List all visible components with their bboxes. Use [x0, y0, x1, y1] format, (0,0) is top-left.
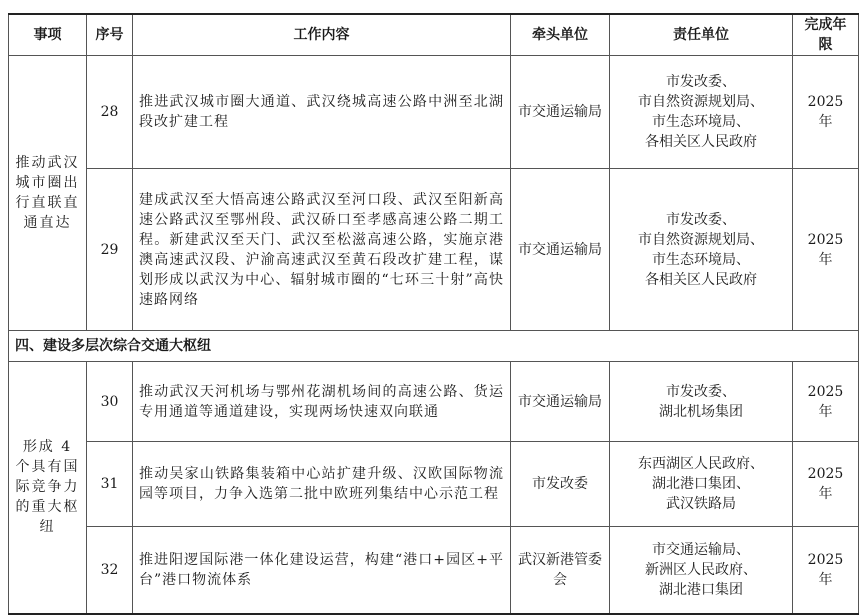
responsible-line: 湖北机场集团: [659, 403, 743, 420]
row-number: 28: [87, 56, 133, 169]
work-content: 推进阳逻国际港一体化建设运营，构建“港口+园区+平台”港口物流体系: [133, 527, 511, 614]
row-number: 32: [87, 527, 133, 614]
responsible-line: 市生态环境局、: [652, 114, 750, 130]
header-lead-unit: 牵头单位: [511, 14, 610, 56]
lead-unit: 市交通运输局: [511, 169, 610, 331]
item-cell: 推动武汉城市圈出行直联直通直达: [9, 56, 87, 331]
responsible-line: 市生态环境局、: [652, 251, 750, 268]
responsible-unit: [610, 169, 793, 331]
header-item: 事项: [9, 14, 87, 56]
responsible-line: 市自然资源规划局、: [638, 231, 764, 248]
section-row: [9, 331, 859, 362]
responsible-line: 新洲区人民政府、: [645, 561, 757, 578]
table-row: [9, 56, 859, 169]
table-header-row: [9, 14, 859, 56]
work-content: 推动吴家山铁路集装箱中心站扩建升级、汉欧国际物流园等项目，力争入选第二批中欧班列集结中心示范工程: [133, 442, 511, 527]
table-row: [9, 527, 859, 614]
lead-unit: 市发改委: [511, 442, 610, 527]
responsible-line: 各相关区人民政府: [645, 134, 757, 150]
responsible-line: 市发改委、: [666, 211, 736, 228]
responsible-unit: [610, 527, 793, 614]
header-deadline: 完成年限: [793, 14, 859, 56]
work-content: 建成武汉至大悟高速公路武汉至河口段、武汉至阳新高速公路武汉至鄂州段、武汉硚口至孝感高速公路二期工程。新建武汉至天门、武汉至松滋高速公路，实施京港澳高速武汉段、沪渝高速武汉至黄石段改扩建工程，谋划形成以武汉为中心、辐射城市圈的“七环三十射”高快速路网络: [133, 169, 511, 331]
deadline: 2025 年: [793, 442, 859, 527]
work-plan-table: [8, 13, 859, 615]
deadline: 2025 年: [793, 56, 859, 169]
responsible-line: 市交通运输局、: [652, 541, 750, 558]
responsible-line: 市发改委、: [666, 74, 736, 90]
header-responsible-unit: 责任单位: [610, 14, 793, 56]
row-number: 29: [87, 169, 133, 331]
table-row: [9, 362, 859, 442]
header-number: 序号: [87, 14, 133, 56]
lead-unit: 市交通运输局: [511, 56, 610, 169]
responsible-line: 市发改委、: [666, 383, 736, 400]
work-content: 推进武汉城市圈大通道、武汉绕城高速公路中洲至北湖段改扩建工程: [133, 56, 511, 169]
responsible-line: 武汉铁路局: [666, 496, 736, 512]
responsible-line: 各相关区人民政府: [645, 271, 757, 288]
responsible-unit: [610, 442, 793, 527]
responsible-line: 市自然资源规划局、: [638, 94, 764, 110]
table-row: [9, 442, 859, 527]
deadline: 2025 年: [793, 527, 859, 614]
work-content: 推动武汉天河机场与鄂州花湖机场间的高速公路、货运专用通道等通道建设，实现两场快速双向联通: [133, 362, 511, 442]
responsible-unit: [610, 56, 793, 169]
lead-unit: 武汉新港管委会: [511, 527, 610, 614]
responsible-unit: [610, 362, 793, 442]
header-content: 工作内容: [133, 14, 511, 56]
deadline: 2025 年: [793, 169, 859, 331]
table-row: [9, 169, 859, 331]
section-heading: 四、建设多层次综合交通大枢纽: [9, 331, 859, 362]
deadline: 2025 年: [793, 362, 859, 442]
lead-unit: 市交通运输局: [511, 362, 610, 442]
item-cell: 形成 4 个具有国际竞争力的重大枢纽: [9, 362, 87, 614]
responsible-line: 湖北港口集团: [659, 581, 743, 598]
row-number: 31: [87, 442, 133, 527]
row-number: 30: [87, 362, 133, 442]
responsible-line: 湖北港口集团、: [652, 476, 750, 492]
responsible-line: 东西湖区人民政府、: [638, 456, 764, 472]
